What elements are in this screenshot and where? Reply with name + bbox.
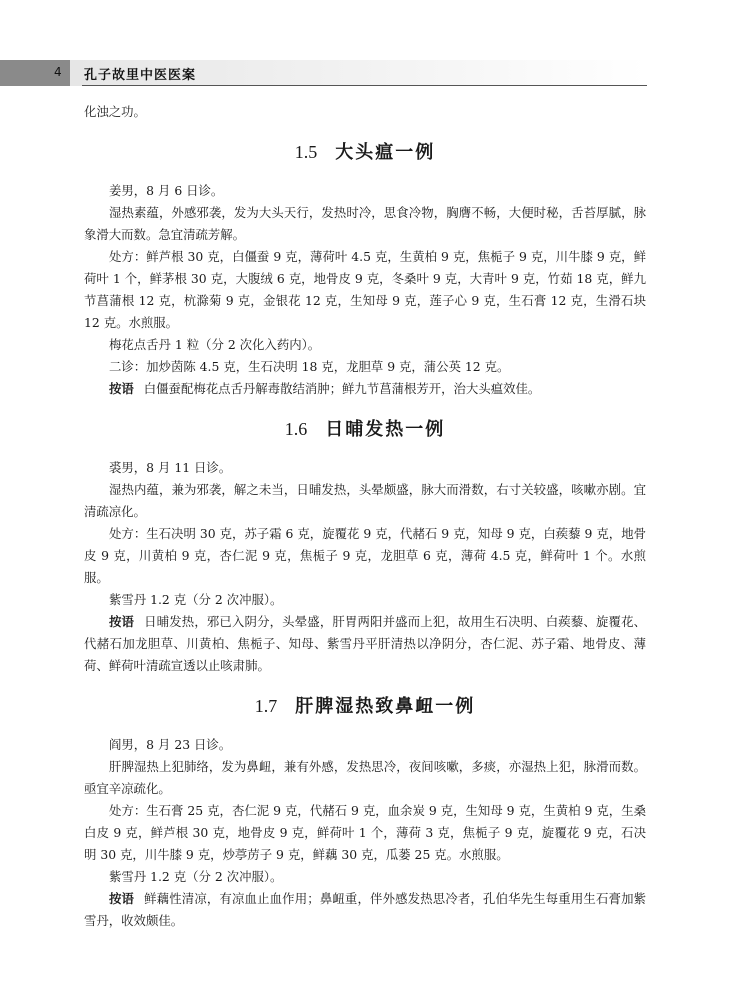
paragraph: 姜男，8 月 6 日诊。 — [109, 183, 224, 198]
page-number: 4 — [54, 65, 62, 79]
paragraph: 紫雪丹 1.2 克（分 2 次冲服）。 — [109, 592, 283, 607]
section-title: 大头瘟一例 — [335, 142, 436, 163]
paragraph: 二诊：加炒茵陈 4.5 克，生石决明 18 克，龙胆草 9 克，蒲公英 12 克。 — [109, 359, 510, 374]
paragraph: 肝脾湿热上犯肺络，发为鼻衄，兼有外感，发热思冷，夜间咳嗽，多痰，亦湿热上犯，脉滑而数。亟宜辛凉疏化。 — [84, 759, 646, 796]
commentary-text: 鲜藕性清凉，有凉血止血作用；鼻衄重，伴外感发热思冷者，孔伯华先生每重用生石膏加紫雪丹，收效颇佳。 — [84, 891, 647, 928]
commentary — [84, 611, 646, 677]
commentary-label: 按语 — [109, 891, 135, 906]
header-rule — [82, 85, 647, 86]
commentary — [84, 888, 646, 932]
running-header — [0, 60, 729, 88]
book-title: 孔子故里中医医案 — [84, 68, 197, 83]
commentary-text: 日晡发热，邪已入阴分，头晕盛，肝胃两阳并盛而上犯，故用生石决明、白蒺藜、旋覆花、代赭石加龙胆草、川黄柏、焦栀子、知母、紫雪丹平肝清热以净阴分，杏仁泥、苏子霜、地骨皮、薄荷、鲜荷叶清疏宣透以止咳肃肺。 — [84, 614, 647, 673]
paragraph: 湿热内蕴，兼为邪袭，解之未当，日晡发热，头晕颇盛，脉大而滑数，右寸关较盛，咳嗽亦剧。宜清疏凉化。 — [84, 482, 646, 519]
intro-text: 化浊之功。 — [84, 104, 146, 119]
commentary-text: 白僵蚕配梅花点舌丹解毒散结消肿；鲜九节菖蒲根芳开，治大头瘟效佳。 — [143, 381, 541, 396]
paragraph: 裘男，8 月 11 日诊。 — [109, 460, 232, 475]
section-number: 1.6 — [284, 419, 308, 439]
section-heading — [84, 139, 646, 166]
section-number: 1.7 — [254, 696, 278, 716]
section-heading — [84, 416, 646, 443]
commentary — [84, 378, 646, 400]
section-title: 肝脾湿热致鼻衄一例 — [295, 696, 476, 717]
paragraph: 处方：生石决明 30 克，苏子霜 6 克，旋覆花 9 克，代赭石 9 克，知母 9 克，白蒺藜 9 克，地骨皮 9 克，川黄柏 9 克，杏仁泥 9 克，焦栀子 9 克，龙胆草 6 克，薄荷 4.5 克，鲜荷叶 1 个。水煎服。 — [84, 526, 646, 585]
paragraph: 湿热素蕴，外感邪袭，发为大头天行，发热时冷，思食冷物，胸膺不畅，大便时秘，舌苔厚腻，脉象滑大而数。急宜清疏芳解。 — [84, 205, 646, 242]
paragraph: 处方：生石膏 25 克，杏仁泥 9 克，代赭石 9 克，血余炭 9 克，生知母 9 克，生黄柏 9 克，生桑白皮 9 克，鲜芦根 30 克，地骨皮 9 克，鲜荷叶 1 个，薄荷 3 克，焦栀子 9 克，旋覆花 9 克，石决明 30 克，川牛膝 9 克，炒葶苈子 9 克，鲜藕 30 克，瓜蒌 25 克。水煎服。 — [84, 803, 646, 862]
section-title: 日晡发热一例 — [325, 419, 446, 440]
paragraph: 紫雪丹 1.2 克（分 2 次冲服）。 — [109, 869, 283, 884]
page-body — [84, 101, 646, 932]
paragraph: 处方：鲜芦根 30 克，白僵蚕 9 克，薄荷叶 4.5 克，生黄柏 9 克，焦栀子 9 克，川牛膝 9 克，鲜荷叶 1 个，鲜茅根 30 克，大腹绒 6 克，地骨皮 9 克，冬桑叶 9 克，大青叶 9 克，竹茹 18 克，鲜九节菖蒲根 12 克，杭滁菊 9 克，金银花 12 克，生知母 9 克，莲子心 9 克，生石膏 12 克，生滑石块 12 克。水煎服。 — [84, 249, 646, 330]
paragraph: 梅花点舌丹 1 粒（分 2 次化入药内）。 — [109, 337, 321, 352]
section-heading — [84, 693, 646, 720]
section-number: 1.5 — [294, 142, 318, 162]
paragraph: 阎男，8 月 23 日诊。 — [109, 737, 232, 752]
commentary-label: 按语 — [109, 381, 134, 396]
commentary-label: 按语 — [109, 614, 135, 629]
